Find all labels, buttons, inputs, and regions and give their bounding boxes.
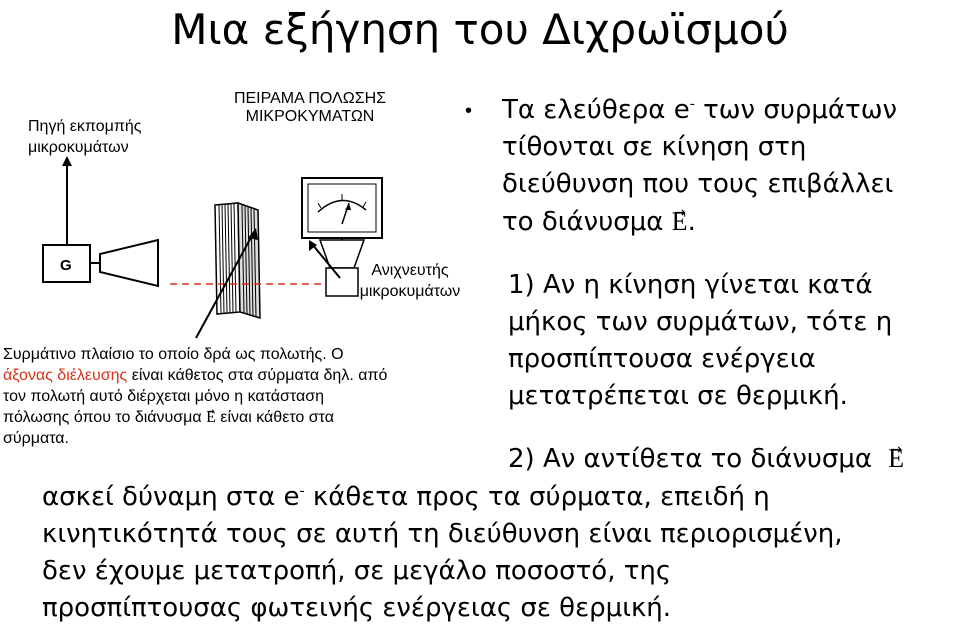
caption-line: σύρματα. [3, 430, 69, 447]
generator-letter: G [60, 257, 72, 274]
e-vector-symbol: → E [672, 203, 688, 240]
detector-label: Ανιχνευτής μικροκυμάτων [359, 262, 461, 300]
detector-meter [302, 178, 382, 238]
source-label: Πηγή εκπομπής μικροκυμάτων [28, 118, 142, 156]
caption-line: πόλωσης όπου το διάνυσμα → E είναι κάθετο στα [3, 407, 473, 428]
transmission-axis-highlight: άξονας διέλευσης [3, 367, 128, 384]
point-2-body: ασκεί δύναμη στα e- κάθετα προς τα σύρματα, επειδή η κινητικότητά τους σε αυτή τη διεύθυνση είναι περιορισμένη, δεν έχουμε μετατροπή, σε μεγάλο ποσοστό, της προσπίπτουσας φωτεινής ενέργειας σε θερμική. [42, 482, 843, 623]
e-vector-symbol: → E [888, 440, 904, 477]
microwave-generator [43, 245, 90, 282]
bullet-dot: • [465, 100, 473, 122]
source-arrow [62, 156, 72, 244]
horn-antenna [100, 240, 158, 286]
e-vector-symbol: → E [206, 407, 216, 428]
point-1: 1) Αν η κίνηση γίνεται κατά μήκος των συρμάτων, τότε η προσπίπτουσα ενέργεια μετατρέπεται σε θερμική. [508, 270, 893, 411]
detector-horn [320, 240, 364, 268]
point-2-first-line: 2) Αν αντίθετα το διάνυσμα→ E [508, 440, 960, 478]
caption-line: Συρμάτινο πλαίσιο το οποίο δρά ως πολωτής. Ο [3, 346, 344, 363]
caption-line: τον πολωτή αυτό διέρχεται μόνο η κατάσταση [3, 388, 324, 405]
caption-line: άξονας διέλευσης είναι κάθετος στα σύρματα δηλ. από [3, 367, 388, 384]
page-title: Μια εξήγηση του Διχρωϊσμού [171, 5, 789, 54]
experiment-label: ΠΕΙΡΑΜΑ ΠΟΛΩΣΗΣ ΜΙΚΡΟΚΥΜΑΤΩΝ [233, 90, 387, 125]
polarizer-caption [3, 344, 473, 449]
bullet-text: Τα ελεύθερα e- των συρμάτων τίθονται σε κίνηση στη διεύθυνση που τους επιβάλλει το διάνυσμα → E. [502, 92, 960, 241]
polarization-experiment-diagram [0, 0, 500, 340]
